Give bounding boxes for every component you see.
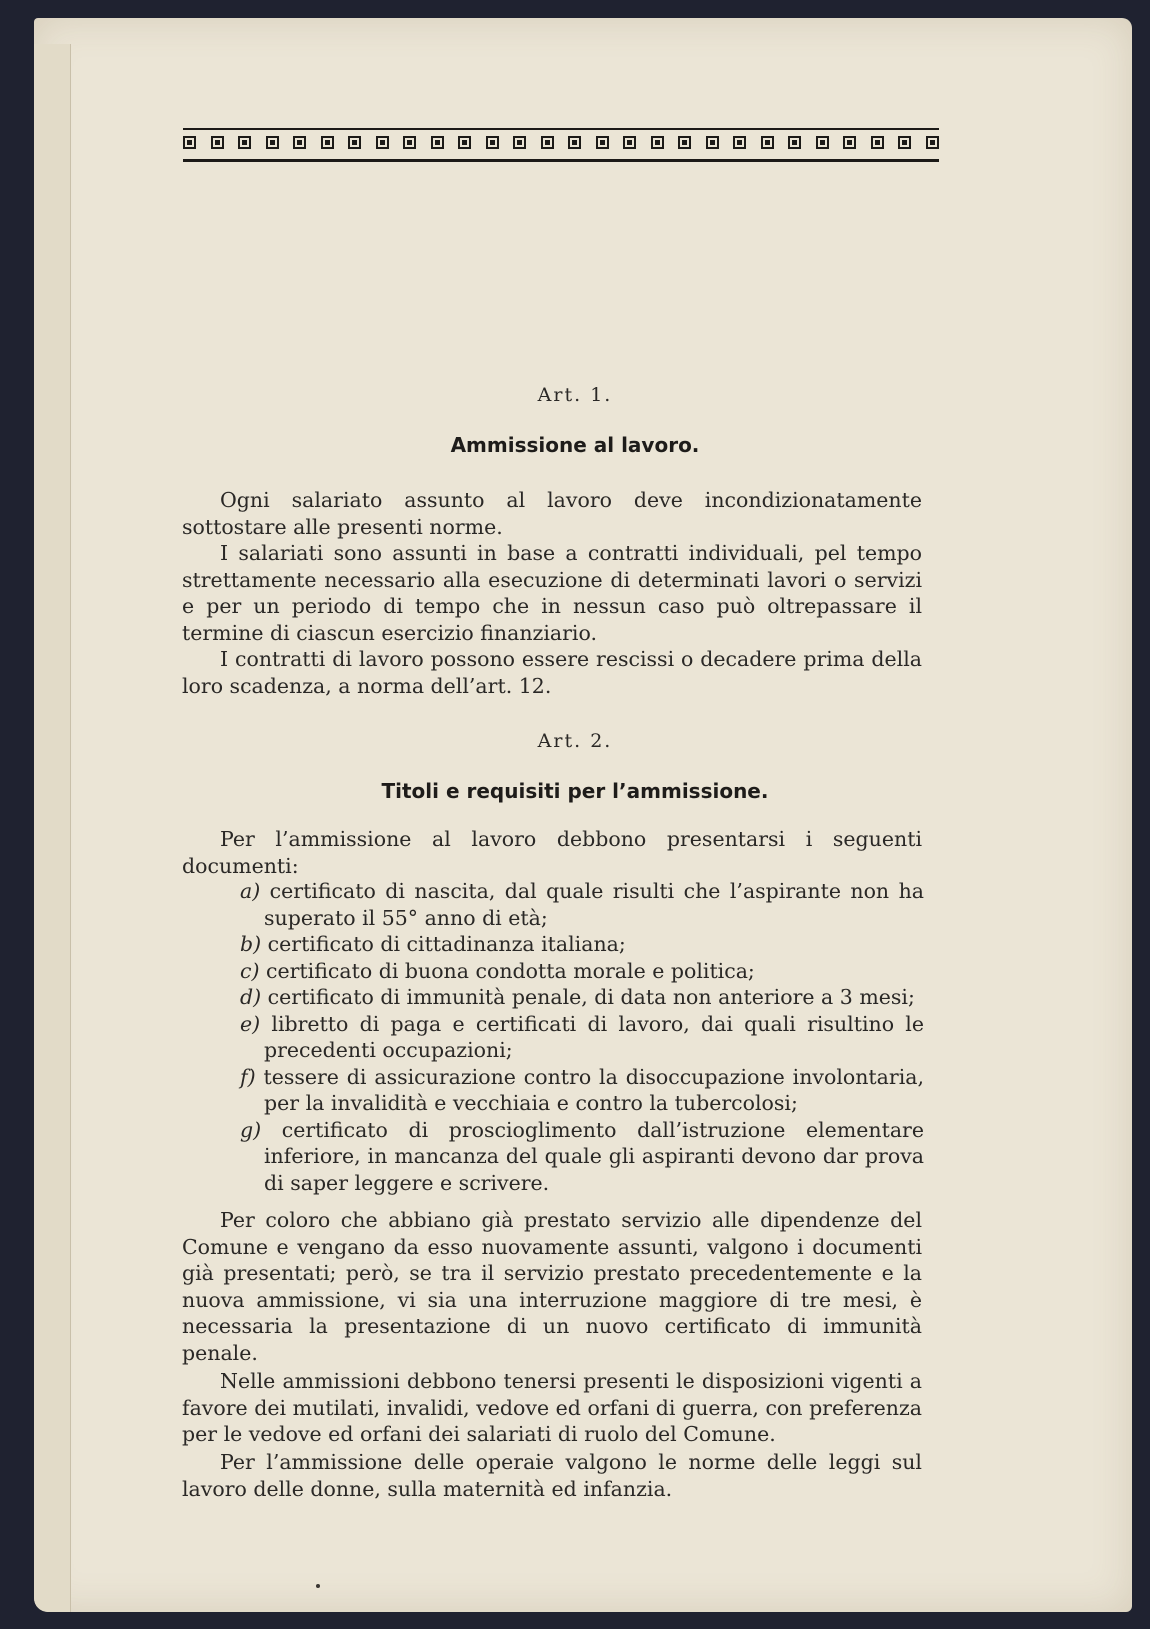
list-item-text: certificato di proscioglimento dall’istruzione elementare inferiore, in mancanza del quale gli aspiranti devono dar prova di saper leggere e scrivere. [264, 1117, 924, 1195]
ornament-box [238, 136, 251, 149]
header-rule-top [183, 128, 939, 130]
list-item-letter: a) [240, 879, 261, 903]
article-2-paragraph-text: Nelle ammissioni debbono tenersi presenti le disposizioni vigenti a favore dei mutilati, invalidi, vedove ed orfani di guerra, con preferenza per le vedove ed orfani dei salariati di ruolo del Comune. [182, 1369, 922, 1446]
article-1-paragraph [182, 540, 922, 646]
list-item [240, 1117, 924, 1197]
decorative-header-border [183, 128, 939, 162]
list-item-text: libretto di paga e certificati di lavoro, dai quali risultino le precedenti occupazioni; [264, 1011, 924, 1062]
list-item [240, 878, 924, 931]
ornament-box [403, 136, 416, 149]
list-item-text: certificato di cittadinanza italiana; [267, 932, 626, 956]
list-item-text: certificato di nascita, dal quale risulti che l’aspirante non ha superato il 55° anno di età; [264, 879, 924, 930]
list-item-text: certificato di buona condotta morale e politica; [266, 958, 755, 983]
list-item [240, 931, 924, 958]
ornament-box [596, 136, 609, 149]
article-2-paragraph [182, 1449, 922, 1502]
ornament-box [788, 136, 801, 149]
ornament-box [293, 136, 306, 149]
article-2-intro-text: Per l’ammissione al lavoro debbono presentarsi i seguenti documenti: [182, 827, 922, 878]
ornament-box [678, 136, 691, 149]
ornament-box [266, 136, 279, 149]
list-item-letter: g) [240, 1117, 262, 1142]
ornament-box [568, 136, 581, 149]
list-item [240, 958, 924, 985]
list-item [240, 1064, 924, 1117]
ornament-box [733, 136, 746, 149]
header-rule-bottom [183, 159, 939, 162]
ornament-box [761, 136, 774, 149]
ornament-box [486, 136, 499, 149]
ornament-box [348, 136, 361, 149]
ornament-box-row [183, 136, 939, 149]
ornament-box [706, 136, 719, 149]
ornament-box [871, 136, 884, 149]
list-item [240, 984, 924, 1011]
required-documents-list [240, 878, 924, 1196]
ornament-box [458, 136, 471, 149]
list-item [240, 1011, 924, 1064]
article-2-title: Titoli e requisiti per l’ammissione. [381, 779, 769, 803]
previous-page-edge [34, 44, 71, 1612]
ornament-box [321, 136, 334, 149]
ornament-box [541, 136, 554, 149]
ornament-box [513, 136, 526, 149]
ornament-box [376, 136, 389, 149]
article-1-title: Ammissione al lavoro. [450, 433, 700, 457]
list-item-letter: f) [240, 1064, 256, 1089]
list-item-text: tessere di assicurazione contro la disoccupazione involontaria, per la invalidità e vecchiaia e contro la tubercolosi; [263, 1064, 924, 1115]
article-1-label: Art. 1. [537, 384, 613, 406]
article-2-paragraph-text: Per coloro che abbiano già prestato servizio alle dipendenze del Comune e vengano da esso nuovamente assunti, valgono i documenti già presentati; però, se tra il servizio prestato precedentemente e la nuova ammissione, vi sia una interruzione maggiore di tre mesi, è necessaria la presentazione di un nuovo certificato di immunità penale. [182, 1208, 922, 1365]
list-item-text: certificato di immunità penale, di data non anteriore a 3 mesi; [267, 985, 915, 1009]
ornament-box [211, 136, 224, 149]
article-2-paragraph [182, 1207, 922, 1366]
paper-speck [316, 1584, 320, 1588]
article-1-paragraph-text: I contratti di lavoro possono essere rescissi o decadere prima della loro scadenza, a norma dell’art. 12. [182, 647, 922, 698]
list-item-letter: d) [240, 985, 262, 1009]
list-item-letter: c) [240, 958, 260, 983]
article-1-paragraph-text: Ogni salariato assunto al lavoro deve incondizionatamente sottostare alle presenti norme. [182, 488, 922, 539]
list-item-letter: b) [240, 932, 262, 956]
article-2-paragraph-text: Per l’ammissione delle operaie valgono le norme delle leggi sul lavoro delle donne, sulla maternità ed infanzia. [182, 1450, 922, 1501]
article-2-paragraph [182, 1368, 922, 1448]
ornament-box [183, 136, 196, 149]
article-2-label: Art. 2. [537, 730, 613, 752]
ornament-box [816, 136, 829, 149]
ornament-box [651, 136, 664, 149]
ornament-box [623, 136, 636, 149]
article-1-paragraph [182, 487, 922, 540]
ornament-box [898, 136, 911, 149]
article-1-paragraph-text: I salariati sono assunti in base a contratti individuali, pel tempo strettamente necessario alla esecuzione di determinati lavori o servizi e per un periodo di tempo che in nessun caso può oltrepassare il termine di ciascun esercizio finanziario. [182, 541, 922, 645]
ornament-box [843, 136, 856, 149]
ornament-box [926, 136, 939, 149]
ornament-box [431, 136, 444, 149]
article-1-paragraph [182, 646, 922, 699]
article-2-intro [182, 826, 922, 879]
list-item-letter: e) [240, 1011, 261, 1036]
